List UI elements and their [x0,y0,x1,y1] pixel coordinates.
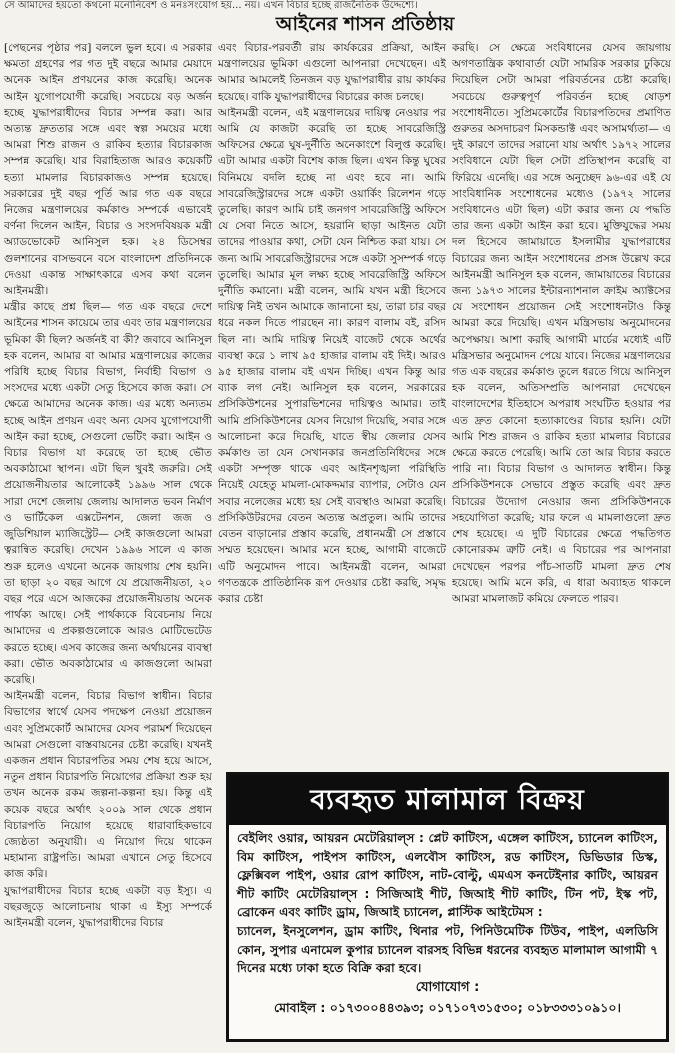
ad-contact-label: যোগাযোগ : [415,979,480,995]
ad-items-paragraph: বেইলিং ওয়ার, আয়রন মেটেরিয়াল্স : প্লেট কাটিংস, এঙ্গেল কাটিংস, চ্যানেল কাটিংস, বিম কাটিংস, পাইপস কাটিংস, এলবৌস কাটিংস, রড কাটিংস, ডিভিডার ডিস্ক, ফ্লেক্সিবল পাইপ, ওয়ার রোপ কাটিংস, নাট-বোল্টু, এমএস কনটেইনার কাটিং, আয়রন শীট কাটিং মেটেরিয়াল্স : সিজিআই শীট, জিআই শীট কাটিং, টিন পট, ইস্ক পট, ব্রোকেন এবং কাটিং ড্রাম, জিআই চ্যানেল, প্লাস্টিক আইটেমস : [237,831,658,920]
ad-items-paragraph: চ্যানেল, ইনসুলেশন, ড্রাম কাটিং, থিনার পট, পিনিউমেটিক টিউব, পাইপ, এলডিসি কোন, সুপার এনামেল কুপার চ্যানেল বারসহ বিভিন্ন ধরনের ব্যবহৃত মালামাল আগামী ৭ দিনের মধ্যে ঢাকা হতে বিক্রি করা হবে। [237,923,658,976]
previous-article-tail: সে আমাদের হয়তো কথনো মনোনিবেশ ও মনঃসংযোগ হয়... নয়। এখন বিচার হচ্ছে রাজনৈতিক উদ্দেশ্যে। [4,0,418,11]
article-paragraph: [পেছনের পৃষ্ঠার পর] বললে ভুল হবে। এ সরকার ক্ষমতা গ্রহণের পর গত দুই বছরে আমার মেয়াদে অনেক আইন প্রণয়নের কাজ করেছি। অনেক আইন যুগোপযোগী করেছি। সবচেয়ে বড় অর্জন হচ্ছে যুদ্ধাপরাধীদের বিচার সম্পন্ন করা। আর অত্যন্ত দ্রুততার সঙ্গে এবং স্বল্প সময়ের মধ্যে আমরা শিশু রাজন ও রাকিব হত্যার বিচারকাজ সম্পন্ন করেছি। যার বিরাহিতাজ আরও কয়েকটি হত্যা মামলার বিচারকাজও সম্পন্ন হয়েছে। সরকারের দুই বছর পূর্তি আর গত এক বছরে নিজের মন্ত্রণালয়ের কর্মকাণ্ড সম্পর্কে এভাবেই বর্ণনা দিলেন আইন, বিচার ও সংসদবিষয়ক মন্ত্রী অ্যাডভোকেট আনিসুল হক। ২৪ ডিসেম্বর গুলশানের বাসভবনে বসে বাংলাদেশ প্রতিদিনকে দেওয়া একান্ত সাক্ষাৎকারে এসব কথা বলেন আইনমন্ত্রী। [4,42,212,298]
article-column-1 [4,40,212,1050]
classified-advertisement [226,772,669,1042]
article-paragraph: যুদ্ধাপরাধীদের বিচার হচ্ছে একটা বড় ইস্যু। এ বছরজুড়ে আলোচনায় থাকা এ ইস্যু সম্পর্কে আইনমন্ত্রী বলেন, যুদ্ধাপরাধীদের বিচার [4,884,212,929]
ad-title: ব্যবহৃত মালামাল বিক্রয় [229,775,666,825]
article-column-2 [218,40,446,770]
article-column-3 [452,40,671,770]
article-paragraph: আইনমন্ত্রী বলেন, এই মন্ত্রণালয়ের দায়িত্ব নেওয়ার পর আমি যে কাজটা করেছি তা হচ্ছে সাবরেজিস্ট্রি অফিসের ক্ষেত্রে ঘুষ-দুর্নীতি অনেকাংশে বিলুপ্ত করেছি। এটা আমার একটা বিশেষ কাজ ছিল। এখন কিন্তু ঘুষের বিনিময়ে বদলি হচ্ছে না এবং হবে না। আমি সাবরেজিস্ট্রারদের সঙ্গে একটা ওয়ার্কিং রিলেশন গড়ে তুলেছি। কারণ আমি চাই জনগণ সাবরেজিস্ট্রি অফিসে যে সেবা নিতে আসে, হয়রানি ছাড়া আইনত যেটা তাদের পাওয়ার কথা, সেটা যেন নিশ্চিত করা যায়। সে জন্য আমি সাবরেজিস্ট্রারদের সঙ্গে একটা সুসম্পর্ক গড়ে তুলেছি। আমার মূল লক্ষ্য হচ্ছে সাবরেজিস্ট্রি অফিসে দুর্নীতি কমানো। মন্ত্রী বলেন, আমি যখন মন্ত্রী হিসেবে দায়িত্ব নিই তখন আমাকে জানানো হয়, তারা চার বছর ধরে নকল দিতে পারছেন না। কারণ বালাম বই, রসিদ ছিল না। আমি দায়িত্ব নিয়েই বাজেট থেকে অর্থের ব্যবস্থা করে ১ লাখ ৯৫ হাজার বালাম বই দিই। আরও ৯৫ হাজার বালাম বই এখন দিচ্ছি। এখন কিন্তু আর ব্যাক লগ নেই। আনিসুল হক বলেন, সরকারের প্রসিকিউশনের সুপারভিশনের দায়িত্বও আমার। তাই আমি প্রসিকিউশনের যেসব নিয়োগ দিয়েছি, সবার সঙ্গে আলোচনা করে দিয়েছি, যাতে স্বীয় জেলার যেসব কর্মকাণ্ড তা যেন সেখানকার জনপ্রতিনিধিদের সঙ্গে একটা সম্পৃক্ত থাকে এবং আইনশৃঙ্খলা পরিস্থিতি নিয়েই যেহেতু মামলা-মোকদ্দমার ব্যাপার, সেটাও যেন সবার নলেজের মধ্যে হয় সেই ব্যবস্থাও আমরা করেছি। প্রসিকিউটরদের বেতন অত্যন্ত অপ্রতুল। আমি তাদের বেতন বাড়ানোর প্রস্তাব করেছি, প্রধানমন্ত্রী সে প্রস্তাবে সম্মত হয়েছেন। আমার মনে হচ্ছে, আগামী বাজেটে এটি অনুমোদন পাবে। আইনমন্ত্রী বলেন, আমরা গণতন্ত্রকে প্রাতিষ্ঠানিক রূপ দেওয়ার চেষ্টা করছি, সমৃদ্ধ করার চেষ্টা [218,106,446,605]
article-paragraph: এবং বিচার-পরবর্তী রায় কার্যকরের প্রক্রিয়া, আইন মন্ত্রণালয়ের ভূমিকা এগুলো আপনারা দেখেছেন। এই আমার আমলেই তিনজন বড় যুদ্ধাপরাধীর রায় কার্যকর হয়েছে। বাকি যুদ্ধাপরাধীদের বিচারের কাজ চলছে। [218,42,446,103]
article-headline: আইনের শাসন প্রতিষ্ঠায় [275,13,455,35]
ad-body [229,825,666,1018]
ad-phone-numbers: মোবাইল : ০১৭৩০০৪৪৩৯৩; ০১৭১০৭৩১৫৩০; ০১৮৩৩৩১০৯১০। [274,1000,621,1016]
article-paragraph: করছি। সে ক্ষেত্রে সংবিধানের যেসব জায়গায় অগণতান্ত্রিক কথাবার্তা যেটা সামরিক সরকার ঢুকিয়ে দিয়েছিল সেটা আমরা পরিবর্তনের চেষ্টা করেছি। সবচেয়ে গুরুত্বপূর্ণ পরিবর্তন হচ্ছে ষোড়শ সংশোধনীতে। সুপ্রিমকোর্টের বিচারপতিদের প্রমাণিত গুরুতর অসদাচরণ মিসকন্ডাক্ট এবং অসামর্থ্যতা— এ দুই কারণে তাদের সরানো যায় অর্থাৎ ১৯৭২ সালের সংবিধানে যেটা ছিল সেটা প্রতিস্থাপন করেছি বা ফিরিয়ে এনেছি। এর সঙ্গে অনুচ্ছেদ ৯৬-এর এই যে সাংবিধানিক সংশোধনের মধ্যেও (১৯৭২ সালের সংবিধানেও এটা ছিল) এটা করার জন্য যে পদ্ধতি তার জন্য একটা আইন করা হবে। মুক্তিযুদ্ধের সময় দল হিসেবে জামায়াতে ইসলামীর যুদ্ধাপরাধের বিচারের জন্য আইন সংশোধনের প্রসঙ্গ উল্লেখ করে আইনমন্ত্রী আনিসুল হক বলেন, জামায়াতের বিচারের জন্য ১৯৭৩ সালের ইন্টারন্যাশনাল ক্রাইম অ্যাক্টসের যে সংশোধন প্রয়োজন সেই সংশোধনটাও কিন্তু আমরা করে দিয়েছি। এখন মন্ত্রিসভায় অনুমোদনের অপেক্ষায়। আশা করছি আগামী মার্চের মধ্যেই এটি মন্ত্রিসভার অনুমোদন পেয়ে যাবে। নিজের মন্ত্রণালয়ের গত এক বছরের কর্মকাণ্ড তুলে ধরতে গিয়ে আনিসুল হক বলেন, অতিসম্প্রতি আপনারা দেখেছেন বাংলাদেশের ইতিহাসে অপরাধ সংঘটিত হওয়ার পর এত দ্রুত কোনো হত্যাকাণ্ডের বিচার হয়নি। যেটা আমি শিশু রাজন ও রাকিব হত্যা মামলার বিচারের ক্ষেত্রে করতে পেরেছি। আমি তো আর বিচার করতে পারি না। বিচার বিভাগ ও আদালত স্বাধীন। কিন্তু প্রসিকিউশনকে সেভাবে প্রস্তুত করেছি এবং দ্রুত বিচারের উদ্যোগ নেওয়ার জন্য প্রসিকিউশনকে সহযোগিতা করেছি; যার ফলে এ মামলাগুলো দ্রুত শেষ হয়েছে। এ দুটি বিচারের ক্ষেত্রে পদ্ধতিগত কোনোরকম ত্রুটি নেই। এ বিচারের পর আপনারা দেখেছেন পরপর পাঁচ-সাতটি মামলা দ্রুত শেষ হয়েছে। আমি মনে করি, এ ধারা অব্যাহত থাকলে আমরা মামলাজট কমিয়ে ফেলতে পারব। [452,42,671,605]
article-paragraph: মন্ত্রীর কাছে প্রশ্ন ছিল— গত এক বছরে দেশে আইনের শাসন কায়েমে তার এবং তার মন্ত্রণালয়ের ভূমিকা কী ছিল? অর্জনই বা কী? জবাবে আনিসুল হক বলেন, আমার বা আমার মন্ত্রণালয়ের কাজের পরিধি হচ্ছে বিচার বিভাগ, নির্বাহী বিভাগ ও সংসদের মধ্যে একটা সেতু হিসেবে কাজ করা। সে ক্ষেত্রে আমাদের অনেক কাজ। এর মধ্যে অন্যতম হচ্ছে আইন প্রণয়ন এবং অন্য যেসব যুগোপযোগী আইন করা হচ্ছে, সেগুলো ভেটিং করা। আইন ও বিচার বিভাগ যা করেছে তা হচ্ছে ভৌত অবকাঠামো স্থাপন। এটা ছিল খুবই জরুরি। সেই প্রয়োজনীয়তার আলোকেই ১৯৯৬ সাল থেকে সারা দেশে জেলায় জেলায় আদালত ভবন নির্মাণ ও ভার্টিকেল এক্সটেনশন, জেলা জজ ও জুডিশিয়াল ম্যাজিস্ট্রেট— সেই কাজগুলো আমরা ত্বরান্বিত করেছি। দেখেন ১৯৯৬ সালে এ কাজ শুরু হলেও এখনো অনেক জায়গায় শেষ হয়নি। তা ছাড়া ২০ বছর আগে যে প্রয়োজনীয়তা, ২০ বছর পরে এসে আজকের প্রয়োজনীয়তায় অনেক পার্থক্য আছে। সেই পার্থক্যকে বিবেচনায় নিয়ে আমাদের এ প্রকল্পগুলোকে আরও মোটিভেটেড করতে হচ্ছে। এসব কাজের জন্য অর্থায়নের ব্যবস্থা করা। ভৌত অবকাঠামোর এ কাজগুলো আমরা করেছি। [4,301,212,686]
article-paragraph: আইনমন্ত্রী বলেন, বিচার বিভাগ স্বাধীন। বিচার বিভাগের স্বার্থে যেসব পদক্ষেপ নেওয়া প্রয়োজন এবং সুপ্রিমকোর্ট আমাদের যেসব পরামর্শ দিয়েছেন আমরা সেগুলো বাস্তবায়নের চেষ্টা করেছি। যখনই একজন প্রধান বিচারপতির সময় শেষ হয়ে আসে, নতুন প্রধান বিচারপতি নিয়োগের প্রক্রিয়া শুরু হয় তখন অনেক রকম জল্পনা-কল্পনা হয়। কিন্তু এই কয়েক বছরে অর্থাৎ ২০০৯ সাল থেকে প্রধান বিচারপতি নিয়োগ হয়েছে ধারাবাহিকভাবে জ্যেষ্ঠতা অনুযায়ী। এ নিয়োগ দিয়ে থাকেন মহামান্য রাষ্ট্রপতি। আমরা এখানে সেতু হিসেবে কাজ করি। [4,690,212,881]
